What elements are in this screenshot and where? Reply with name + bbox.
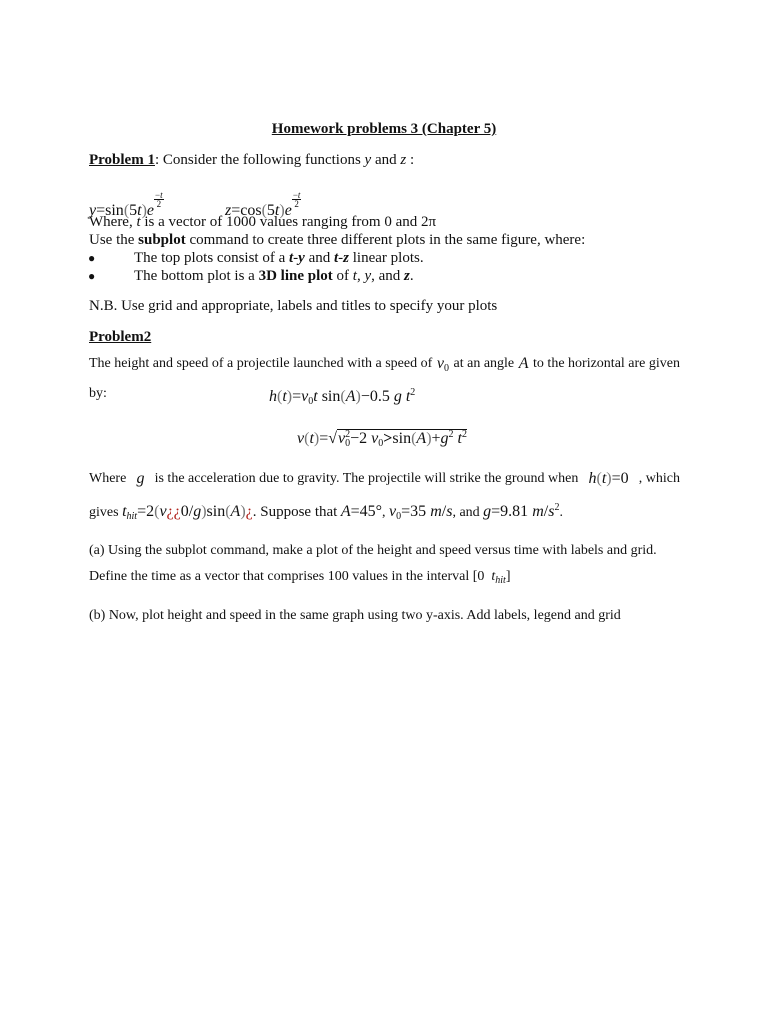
part-b: (b) Now, plot height and speed in the same graph using two y-axis. Add labels, legend and grid: [89, 608, 621, 623]
part-a-line2: Define the time as a vector that comprises 100 values in the interval [0 $t_{hit}$]: [89, 569, 511, 586]
problem1-intro-text: : Consider the following functions y and z :: [154, 152, 415, 168]
problem2-heading: Problem2: [89, 329, 152, 345]
part-a: (a) Using the subplot command, make a plot of the height and speed versus time with labels and grid.: [89, 543, 657, 558]
nb-note: N.B. Use grid and appropriate, labels and titles to specify your plots: [89, 298, 498, 314]
problem2-para1: The height and speed of a projectile launched with a speed of $v_0$ at an angle A to the horizontal are given: [89, 355, 680, 374]
equation-y: y=sin(5t)e $\frac{-t}{2}$: [89, 190, 163, 219]
document-title: Homework problems 3 (Chapter 5): [271, 121, 497, 137]
bullet-item-1: The top plots consist of a t-y and t-z linear plots.: [134, 250, 424, 266]
problem2-para3: gives $t_{hit}=2(v¿¿0/g)\sin(A)¿$. Suppose that A=45°, $v_0=35$ m/s, and g=9.81 $m/s^2$.: [89, 502, 563, 522]
bullet-item-2: The bottom plot is a 3D line plot of t, y, and z.: [134, 268, 414, 284]
by-label: by:: [89, 386, 107, 401]
problem2-para2: Where g is the acceleration due to gravity. The projectile will strike the ground when h(t)=0 , which: [89, 470, 680, 487]
where-line: Where, t is a vector of 1000 values ranging from 0 and 2π: [89, 214, 437, 230]
bullet-icon: ●: [88, 251, 96, 265]
equation-h: $h(t)=v_0t$ sin(A)−0.5 g $t^2$: [269, 387, 416, 407]
equation-z: z=cos(5t)e $\frac{-t}{2}$: [225, 190, 301, 219]
subplot-line: Use the subplot command to create three different plots in the same figure, where:: [89, 232, 586, 248]
problem1-heading: Problem 1: [89, 152, 155, 168]
problem1-intro: [89, 151, 414, 169]
equation-v: $v(t)=√v^2_0-2$ $v_0>\sin(A)+g^2$ $t^2$: [297, 429, 467, 449]
bullet-icon: ●: [88, 269, 96, 283]
